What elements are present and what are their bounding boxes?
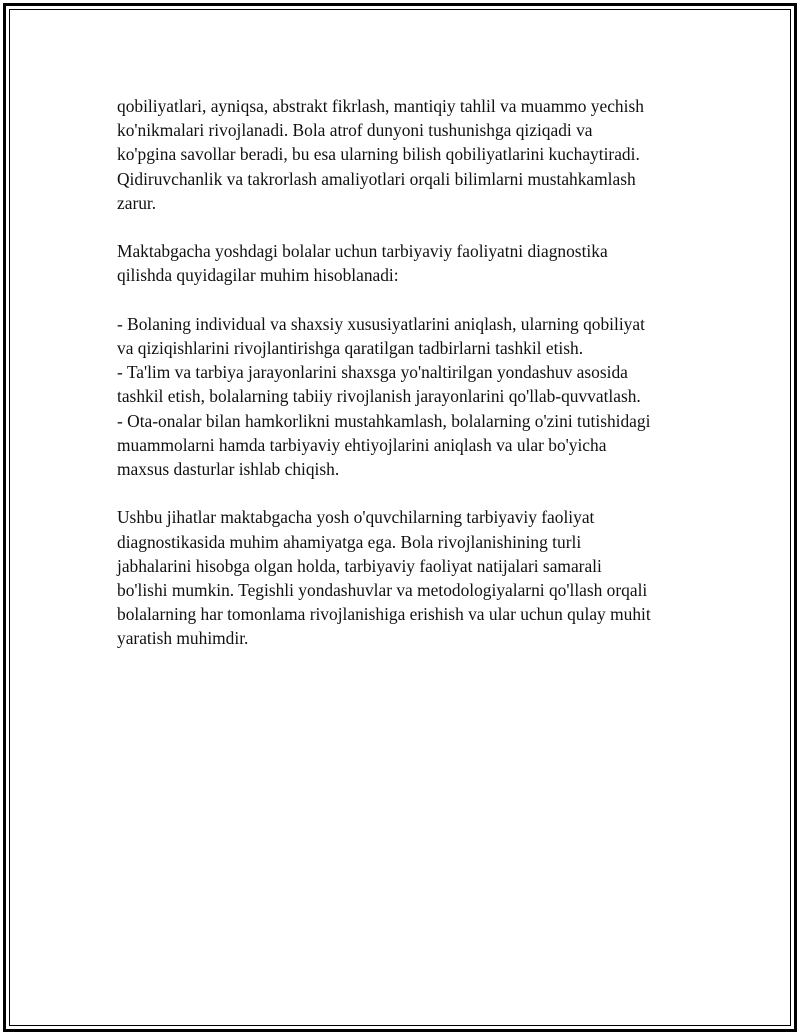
paragraph-gap — [117, 288, 697, 312]
paragraph-conclusion: Ushbu jihatlar maktabgacha yosh o'quvchilarning tarbiyaviy faoliyat diagnostikasida muhim ahamiyatga ega. Bola rivojlanishining turli jabhalarini hisobga olgan holda, tarbiyaviy faoliyat natijalari samarali bo'lishi mumkin. Tegishli yondashuvlar va metodologiyalarni qo'llash orqali bolalarning har tomonlama rivojlanishiga erishish va ular uchun qulay muhit yaratish muhimdir. — [117, 507, 651, 649]
paragraph-gap — [117, 481, 697, 505]
paragraph-cognitive-development: qobiliyatlari, ayniqsa, abstrakt fikrlash, mantiqiy tahlil va muammo yechish ko'nikmalari rivojlanadi. Bola atrof dunyoni tushunishga qiziqadi va ko'pgina savollar beradi, bu esa ularning bilish qobiliyatlarini kuchaytiradi. Qidiruvchanlik va takrorlash amaliyotlari orqali bilimlarni mustahkamlash zarur. — [117, 96, 644, 213]
list-item: - Ota-onalar bilan hamkorlikni mustahkamlash, bolalarning o'zini tutishidagi muammolarni hamda tarbiyaviy ehtiyojlarini aniqlash va ular bo'yicha maxsus dasturlar ishlab chiqish. — [117, 410, 651, 480]
list-item: - Bolaning individual va shaxsiy xususiyatlarini aniqlash, ularning qobiliyat va qiziqishlarini rivojlantirishga qaratilgan tadbirlarni tashkil etish. — [117, 313, 645, 358]
document-body — [117, 94, 697, 651]
list-item: - Ta'lim va tarbiya jarayonlarini shaxsga yo'naltirilgan yondashuv asosida tashkil etish, bolalarning tabiiy rivojlanish jarayonlarini qo'llab-quvvatlash. — [117, 362, 641, 407]
paragraph-gap — [117, 215, 697, 239]
paragraph-diagnostics-intro: Maktabgacha yoshdagi bolalar uchun tarbiyaviy faoliyatni diagnostika qilishda quyidagilar muhim hisoblanadi: — [117, 241, 608, 286]
